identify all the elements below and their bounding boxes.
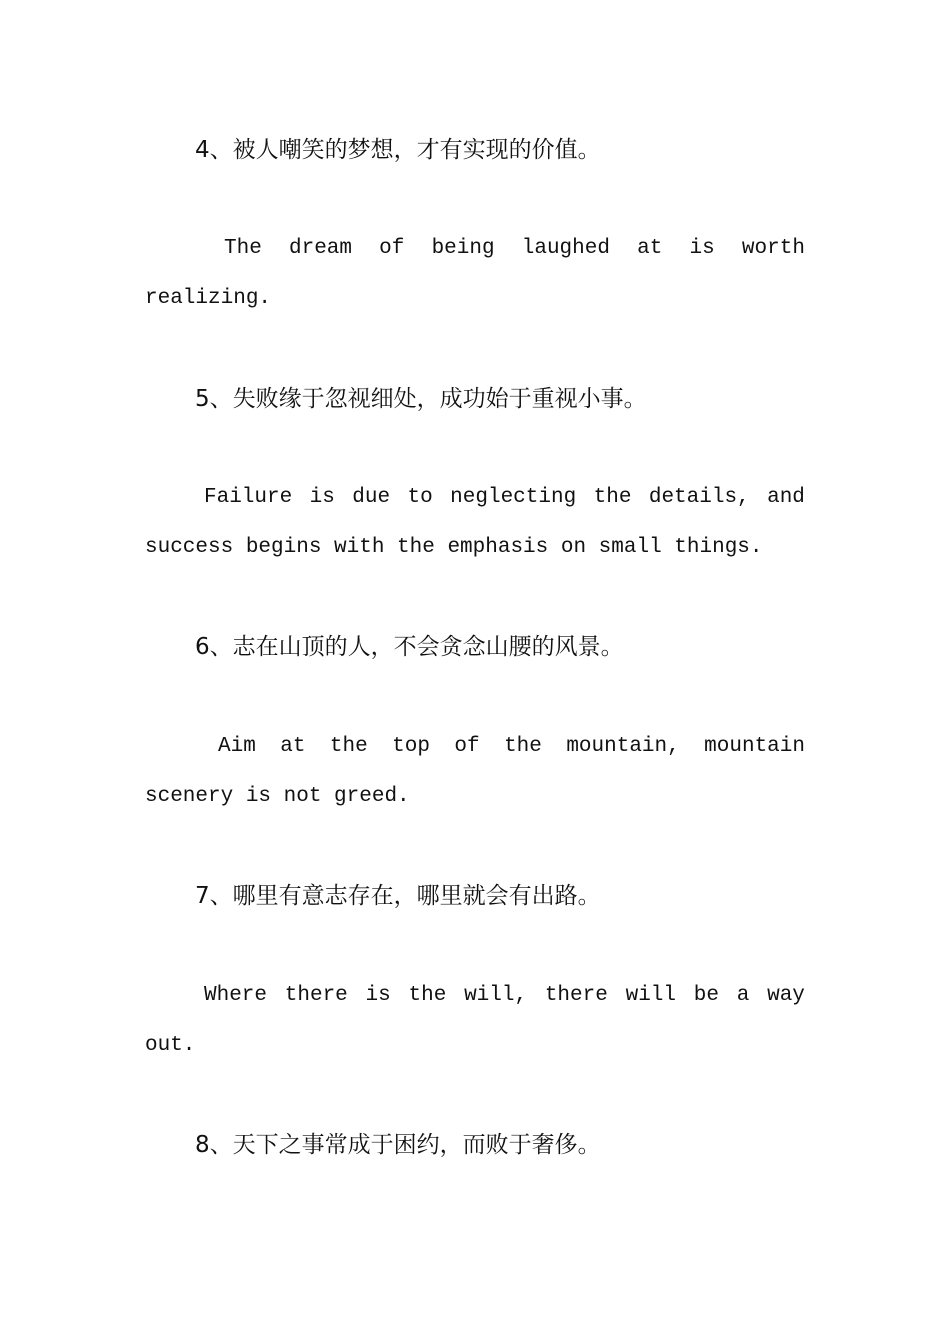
quote-7-english-line-2: out.	[145, 1034, 196, 1057]
word: worth	[741, 237, 805, 260]
word: the	[329, 735, 368, 758]
word: will	[625, 984, 677, 1007]
word: mountain	[704, 735, 805, 758]
word: way	[767, 984, 805, 1007]
quote-6-english-line-2: scenery is not greed.	[145, 785, 410, 808]
quote-4-chinese: 4、被人嘲笑的梦想，才有实现的价值。	[195, 137, 601, 163]
word: of	[454, 735, 480, 758]
quote-4-english-line-1	[0, 229, 950, 269]
word: neglecting	[450, 486, 577, 509]
quote-6-english-line-1	[0, 727, 950, 767]
quote-5-english-line-1	[0, 478, 950, 518]
word: top	[392, 735, 430, 758]
quote-5-chinese: 5、失败缘于忽视细处，成功始于重视小事。	[195, 386, 647, 412]
word: at	[280, 735, 306, 758]
word: being	[431, 237, 495, 260]
word: is	[689, 237, 715, 260]
quote-7-english-line-1	[0, 976, 950, 1016]
word: dream	[288, 237, 352, 260]
quote-7-chinese: 7、哪里有意志存在，哪里就会有出路。	[195, 883, 601, 909]
word: details,	[648, 486, 750, 509]
word: is	[309, 486, 335, 509]
quote-5-english-line-2: success begins with the emphasis on small things.	[145, 536, 763, 559]
word: the	[504, 735, 542, 758]
quote-4-english-line-2: realizing.	[145, 287, 272, 310]
word: The	[224, 237, 262, 260]
word: is	[365, 984, 391, 1007]
word: at	[637, 237, 663, 260]
word: Aim	[218, 735, 256, 758]
quote-8-chinese: 8、天下之事常成于困约，而败于奢侈。	[195, 1132, 601, 1158]
word: there	[544, 984, 608, 1007]
word: there	[284, 984, 348, 1007]
word: the	[593, 486, 632, 509]
word: Failure	[204, 486, 293, 509]
quote-6-chinese: 6、志在山顶的人，不会贪念山腰的风景。	[195, 634, 624, 660]
word: Where	[204, 984, 268, 1007]
word: a	[736, 984, 750, 1007]
word: due	[352, 486, 391, 509]
word: of	[379, 237, 405, 260]
word: the	[408, 984, 447, 1007]
word: mountain,	[566, 735, 680, 758]
word: will,	[464, 984, 528, 1007]
word: and	[767, 486, 805, 509]
word: be	[693, 984, 719, 1007]
word: to	[407, 486, 433, 509]
word: laughed	[521, 237, 610, 260]
